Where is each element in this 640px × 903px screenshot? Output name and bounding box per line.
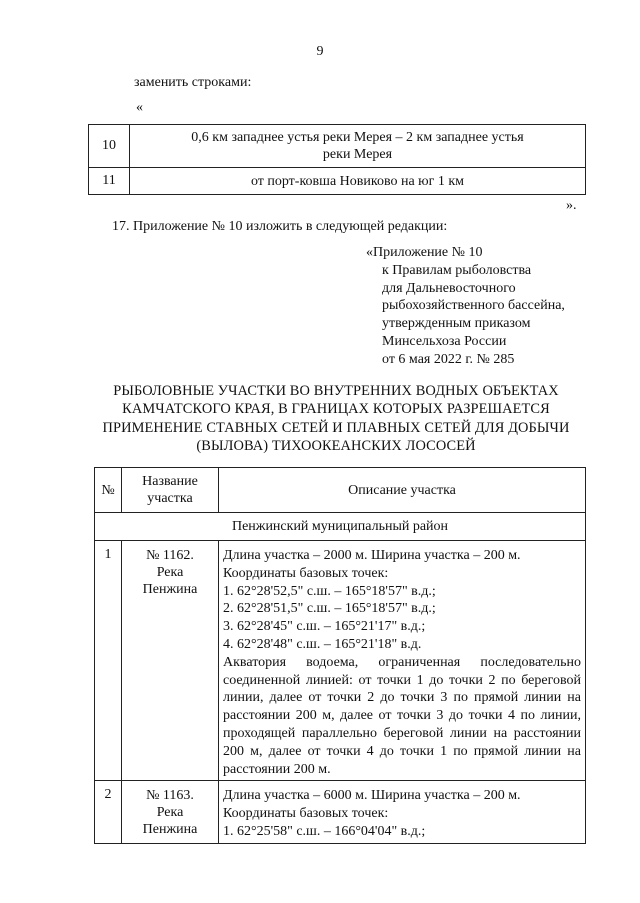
coord-point: 4. 62°28'48" с.ш. – 165°21'18" в.д. <box>223 636 422 652</box>
appendix-line: к Правилам рыболовства <box>382 262 532 278</box>
site-number: 2 <box>95 781 122 843</box>
table-row <box>89 168 586 195</box>
table-row <box>95 541 586 781</box>
appendix-line: утвержденным приказом <box>382 316 531 332</box>
row-number: 10 <box>89 125 130 168</box>
col-header-name <box>122 468 219 513</box>
table-row <box>89 125 586 168</box>
page-number: 9 <box>316 44 324 59</box>
appendix-line: «Приложение № 10 <box>366 245 483 260</box>
region-row <box>95 513 586 541</box>
site-name-line: Пенжина <box>142 582 198 597</box>
site-name <box>122 541 219 781</box>
table-row <box>95 781 586 843</box>
site-dimensions: Длина участка – 6000 м. Ширина участка – 200 м. <box>223 788 521 804</box>
open-quote: « <box>136 100 143 115</box>
heading-line: (ВЫЛОВА) ТИХООКЕАНСКИХ ЛОСОСЕЙ <box>196 438 476 455</box>
site-name-line: Пенжина <box>142 822 198 838</box>
appendix-header <box>366 244 565 369</box>
site-dimensions: Длина участка – 2000 м. Ширина участка – 200 м. <box>223 548 521 563</box>
intro-text: заменить строками: <box>134 75 252 90</box>
region-name: Пенжинский муниципальный район <box>95 513 586 541</box>
fishing-sites-table <box>94 467 586 844</box>
row-number: 11 <box>89 168 130 195</box>
heading-line: РЫБОЛОВНЫЕ УЧАСТКИ ВО ВНУТРЕННИХ ВОДНЫХ ОБЪЕКТАХ <box>113 383 559 399</box>
row-description-line: 0,6 км западнее устья реки Мерея – 2 км западнее устья <box>191 130 524 145</box>
row-description <box>130 125 586 168</box>
site-description <box>219 781 586 843</box>
appendix-line: Минсельхоза России <box>382 333 507 349</box>
row-description-line: реки Мерея <box>322 147 393 162</box>
coord-point: 1. 62°25'58" с.ш. – 166°04'04" в.д.; <box>223 823 426 839</box>
heading-line: КАМЧАТСКОГО КРАЯ, В ГРАНИЦАХ КОТОРЫХ РАЗРЕШАЕТСЯ <box>122 401 550 418</box>
coords-title: Координаты базовых точек: <box>223 806 389 822</box>
area-description: Акватория водоема, ограниченная последовательно соединенной линией: от точки 1 до точки 2 по береговой линии, далее от точки 2 до точки 3 по прямой линии на расстоянии 200 м, далее от точки 3 до точки 4 по линии, проходящей параллельно береговой линии на расстоянии 200 м, далее от точки 4 до точки 1 по прямой линии на расстоянии 200 м. <box>223 654 581 777</box>
replacement-table <box>88 124 586 195</box>
col-header-number: № <box>95 468 122 513</box>
appendix-line: рыбохозяйственного бассейна, <box>382 298 565 314</box>
heading-line: ПРИМЕНЕНИЕ СТАВНЫХ СЕТЕЙ И ПЛАВНЫХ СЕТЕЙ ДЛЯ ДОБЫЧИ <box>102 419 570 436</box>
item-17: 17. Приложение № 10 изложить в следующей редакции: <box>112 219 448 234</box>
site-name-line: № 1162. <box>146 548 194 563</box>
table-header-row <box>95 468 586 513</box>
site-name-line: Река <box>156 805 184 821</box>
col-header-description: Описание участка <box>219 468 586 513</box>
site-description <box>219 541 586 781</box>
coord-point: 3. 62°28'45" с.ш. – 165°21'17" в.д.; <box>223 619 426 635</box>
section-heading <box>80 382 592 456</box>
site-name-line: № 1163. <box>146 788 194 804</box>
col-header-name-line: Название <box>142 474 198 489</box>
site-number: 1 <box>95 541 122 781</box>
site-name-line: Река <box>156 565 184 580</box>
site-name <box>122 781 219 843</box>
close-quote: ». <box>566 198 577 213</box>
coord-point: 1. 62°28'52,5" с.ш. – 165°18'57" в.д.; <box>223 583 436 599</box>
coords-title: Координаты базовых точек: <box>223 565 389 581</box>
appendix-line: для Дальневосточного <box>382 280 516 296</box>
col-header-name-line: участка <box>147 491 193 506</box>
coord-point: 2. 62°28'51,5" с.ш. – 165°18'57" в.д.; <box>223 601 436 617</box>
appendix-line: от 6 мая 2022 г. № 285 <box>382 351 515 367</box>
row-description: от порт-ковша Новиково на юг 1 км <box>130 168 586 195</box>
